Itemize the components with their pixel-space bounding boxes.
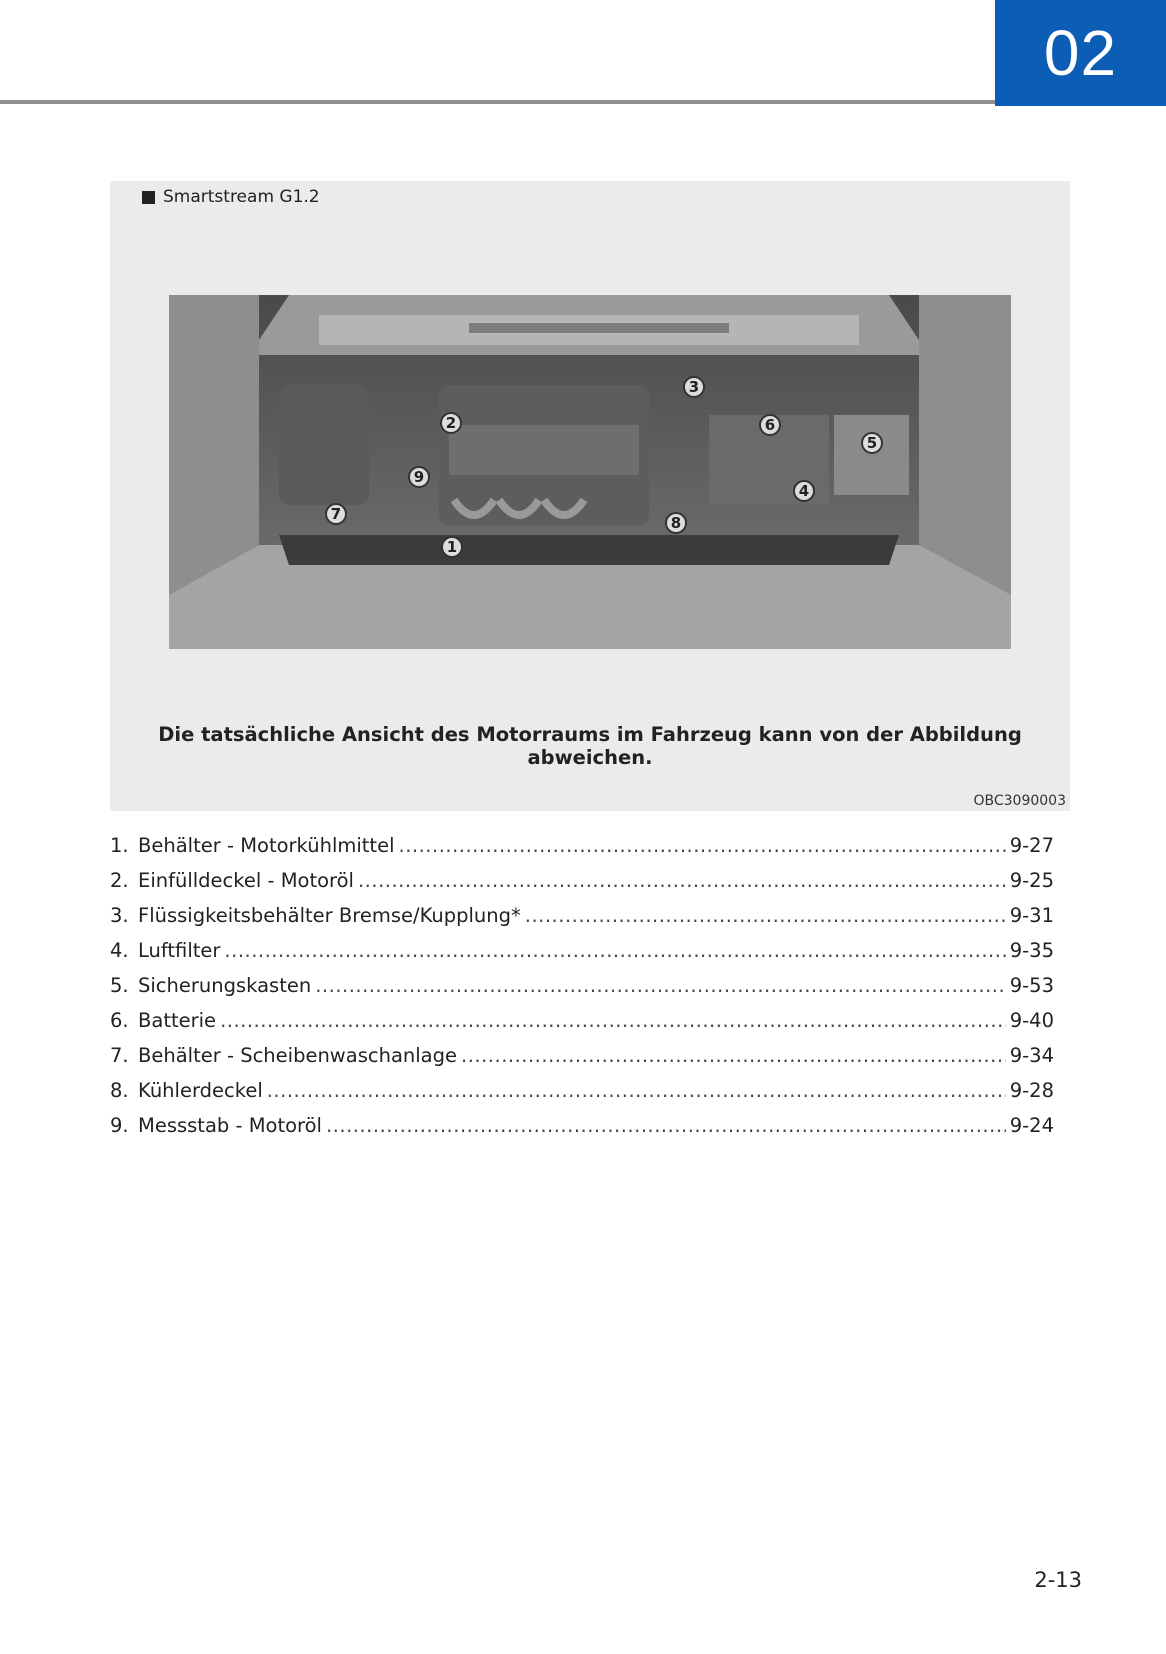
legend-number: 8. bbox=[110, 1079, 129, 1102]
callout-7 bbox=[326, 504, 346, 524]
legend-item bbox=[110, 974, 1054, 1009]
legend-number: 9. bbox=[110, 1114, 129, 1137]
svg-text:6: 6 bbox=[764, 416, 776, 434]
legend-page-ref: 9-31 bbox=[1009, 904, 1054, 927]
header-rule bbox=[0, 100, 995, 104]
callout-6 bbox=[760, 415, 780, 435]
legend-item bbox=[110, 904, 1054, 939]
legend-label: Luftfilter bbox=[138, 939, 221, 962]
svg-text:2: 2 bbox=[445, 414, 457, 432]
svg-text:1: 1 bbox=[446, 538, 458, 556]
legend-page-ref: 9-34 bbox=[1009, 1044, 1054, 1067]
callout-3 bbox=[684, 377, 704, 397]
leader-dots bbox=[525, 904, 1006, 927]
legend-label: Messstab - Motoröl bbox=[138, 1114, 322, 1137]
legend-label: Behälter - Scheibenwaschanlage bbox=[138, 1044, 457, 1067]
svg-text:7: 7 bbox=[330, 505, 342, 523]
figure-caption: Die tatsächliche Ansicht des Motorraums im Fahrzeug kann von der Abbildung abweichen. bbox=[158, 723, 1022, 769]
callout-8 bbox=[666, 513, 686, 533]
page-number: 2-13 bbox=[1034, 1568, 1082, 1592]
callout-4 bbox=[794, 481, 814, 501]
engine-variant-text: Smartstream G1.2 bbox=[163, 187, 320, 207]
engine-bay-image bbox=[169, 295, 1011, 649]
legend-page-ref: 9-35 bbox=[1009, 939, 1054, 962]
legend-item bbox=[110, 1079, 1054, 1114]
component-legend bbox=[110, 834, 1054, 1149]
image-code: OBC3090003 bbox=[973, 793, 1066, 809]
leader-dots bbox=[224, 939, 1005, 962]
legend-label: Kühlerdeckel bbox=[138, 1079, 263, 1102]
legend-number: 5. bbox=[110, 974, 129, 997]
figure-panel bbox=[110, 181, 1070, 811]
legend-number: 2. bbox=[110, 869, 129, 892]
legend-number: 4. bbox=[110, 939, 129, 962]
callout-2 bbox=[441, 413, 461, 433]
legend-number: 7. bbox=[110, 1044, 129, 1067]
svg-text:3: 3 bbox=[688, 378, 700, 396]
leader-dots bbox=[399, 834, 1006, 857]
legend-label: Einfülldeckel - Motoröl bbox=[138, 869, 354, 892]
legend-page-ref: 9-40 bbox=[1009, 1009, 1054, 1032]
legend-item bbox=[110, 834, 1054, 869]
leader-dots bbox=[358, 869, 1006, 892]
legend-item bbox=[110, 1114, 1054, 1149]
leader-dots bbox=[315, 974, 1006, 997]
leader-dots bbox=[220, 1009, 1006, 1032]
engine-variant-label bbox=[142, 187, 320, 207]
legend-page-ref: 9-25 bbox=[1009, 869, 1054, 892]
legend-number: 6. bbox=[110, 1009, 129, 1032]
legend-label: Flüssigkeitsbehälter Bremse/Kupplung* bbox=[138, 904, 521, 927]
svg-text:4: 4 bbox=[798, 482, 810, 500]
leader-dots bbox=[461, 1044, 1006, 1067]
legend-item bbox=[110, 1009, 1054, 1044]
chapter-tab: 02 bbox=[995, 0, 1166, 106]
leader-dots bbox=[326, 1114, 1006, 1137]
legend-label: Batterie bbox=[138, 1009, 217, 1032]
legend-page-ref: 9-27 bbox=[1009, 834, 1054, 857]
legend-item bbox=[110, 1044, 1054, 1079]
legend-page-ref: 9-53 bbox=[1009, 974, 1054, 997]
callout-5 bbox=[862, 433, 882, 453]
svg-text:8: 8 bbox=[670, 514, 682, 532]
callout-1 bbox=[442, 537, 462, 557]
leader-dots bbox=[267, 1079, 1006, 1102]
legend-item bbox=[110, 869, 1054, 904]
legend-number: 1. bbox=[110, 834, 129, 857]
callout-9 bbox=[409, 467, 429, 487]
legend-item bbox=[110, 939, 1054, 974]
legend-label: Behälter - Motorkühlmittel bbox=[138, 834, 395, 857]
legend-page-ref: 9-24 bbox=[1009, 1114, 1054, 1137]
legend-page-ref: 9-28 bbox=[1009, 1079, 1054, 1102]
square-bullet-icon bbox=[142, 191, 155, 204]
legend-label: Sicherungskasten bbox=[138, 974, 312, 997]
legend-number: 3. bbox=[110, 904, 129, 927]
svg-text:5: 5 bbox=[866, 434, 878, 452]
svg-text:9: 9 bbox=[413, 468, 425, 486]
